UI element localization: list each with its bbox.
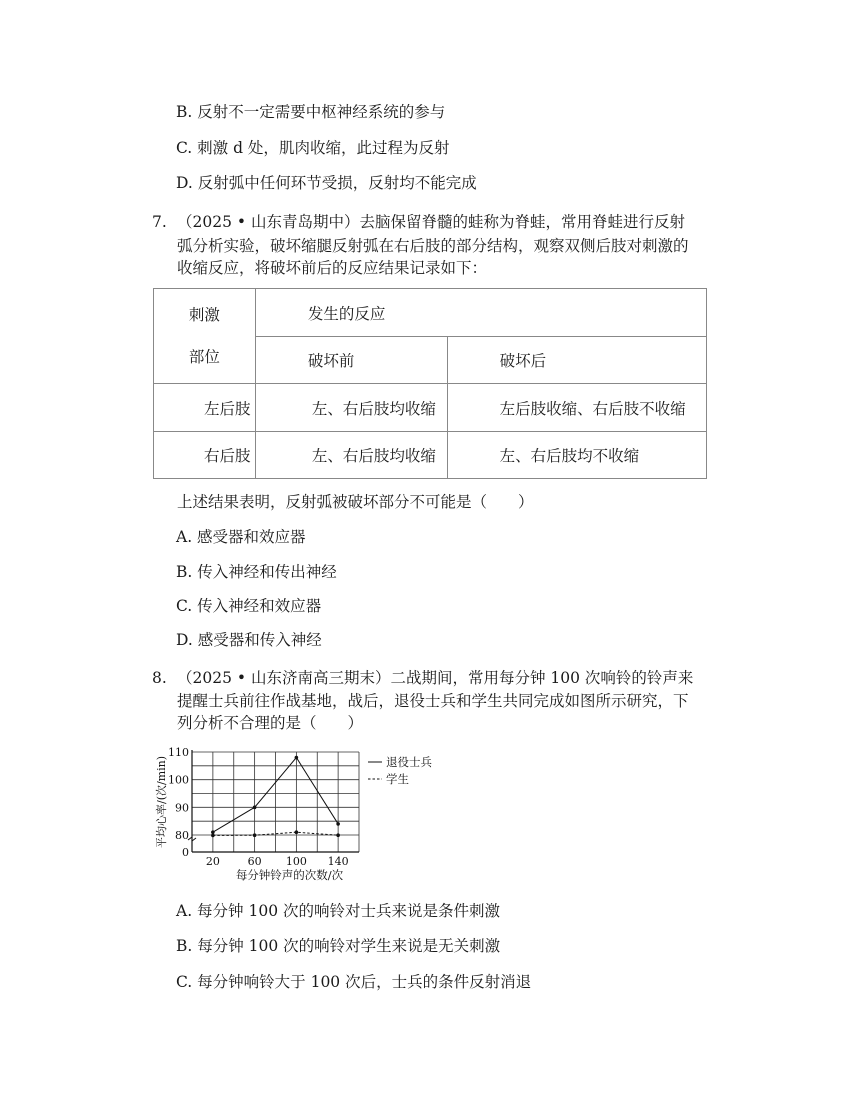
q7-number: 7. xyxy=(152,213,167,231)
before-header: 破坏前 xyxy=(255,337,447,384)
y-axis-label: 平均心率/(次/min) xyxy=(155,755,168,849)
y-tick-label: 90 xyxy=(175,801,189,815)
data-point xyxy=(253,833,257,837)
x-tick-label: 140 xyxy=(327,855,349,868)
axis-break-mark xyxy=(188,837,196,841)
q7-option-c: C. 传入神经和效应器 xyxy=(176,597,322,615)
after-header: 破坏后 xyxy=(447,337,706,384)
table-row xyxy=(154,432,707,479)
q7-stem-line-3: 收缩反应，将破坏前后的反应结果记录如下： xyxy=(177,259,488,277)
data-point xyxy=(336,822,340,826)
heart-rate-chart xyxy=(155,742,435,882)
stimulus-site-header xyxy=(154,289,256,384)
y-tick-label: 0 xyxy=(182,846,189,859)
table-row xyxy=(154,384,707,432)
stimulus-header-line-2: 部位 xyxy=(188,348,220,366)
x-tick-label: 60 xyxy=(247,855,262,868)
y-tick-label: 110 xyxy=(168,746,189,759)
stimulus-header-line-1: 刺激 xyxy=(188,306,220,324)
q8-stem-line-3: 列分析不合理的是（ ） xyxy=(177,714,364,732)
q7-stem-line-2: 弧分析实验，破坏缩腿反射弧在右后肢的部分结构，观察双侧后肢对刺激的 xyxy=(177,237,689,255)
data-point xyxy=(253,806,257,810)
data-point xyxy=(211,834,215,838)
reaction-table xyxy=(153,288,707,479)
q8-option-b: B. 每分钟 100 次的响铃对学生来说是无关刺激 xyxy=(176,937,501,955)
y-tick-label: 100 xyxy=(168,773,189,787)
data-point xyxy=(295,756,299,760)
q8-stem-line-1: （2025 • 山东济南高三期末）二战期间，常用每分钟 100 次响铃的铃声来 xyxy=(177,669,694,687)
row-site: 右后肢 xyxy=(154,432,256,479)
data-point xyxy=(336,833,340,837)
q7-option-d: D. 感受器和传入神经 xyxy=(176,631,322,649)
row-site: 左后肢 xyxy=(154,384,256,432)
q8-number: 8. xyxy=(152,669,167,687)
q8-option-c: C. 每分钟响铃大于 100 次后，士兵的条件反射消退 xyxy=(176,973,532,991)
q7-option-a: A. 感受器和效应器 xyxy=(176,528,306,546)
legend-label: 学生 xyxy=(386,772,409,786)
q7-option-b: B. 传入神经和传出神经 xyxy=(176,563,337,581)
q6-option-b: B. 反射不一定需要中枢神经系统的参与 xyxy=(176,103,446,121)
q7-stem-line-1: （2025 • 山东青岛期中）去脑保留脊髓的蛙称为脊蛙，常用脊蛙进行反射 xyxy=(177,213,685,231)
row-before: 左、右后肢均收缩 xyxy=(255,432,447,479)
x-axis-label: 每分钟铃声的次数/次 xyxy=(235,868,344,882)
x-tick-label: 20 xyxy=(205,855,220,868)
y-tick-label: 80 xyxy=(175,829,189,842)
reaction-header: 发生的反应 xyxy=(255,289,706,337)
q6-option-c: C. 刺激 d 处，肌肉收缩，此过程为反射 xyxy=(176,139,450,157)
x-tick-label: 100 xyxy=(285,855,307,868)
legend-label: 退役士兵 xyxy=(386,755,432,769)
q7-question: 上述结果表明，反射弧被破坏部分不可能是（ ） xyxy=(177,493,534,511)
q8-option-a: A. 每分钟 100 次的响铃对士兵来说是条件刺激 xyxy=(176,902,500,920)
row-after: 左后肢收缩、右后肢不收缩 xyxy=(447,384,706,432)
row-after: 左、右后肢均不收缩 xyxy=(447,432,706,479)
data-point xyxy=(295,830,299,834)
chart-svg xyxy=(155,742,435,882)
q8-stem-line-2: 提醒士兵前往作战基地，战后，退役士兵和学生共同完成如图所示研究，下 xyxy=(177,692,689,710)
data-point xyxy=(211,830,215,834)
q6-option-d: D. 反射弧中任何环节受损，反射均不能完成 xyxy=(176,174,477,192)
row-before: 左、右后肢均收缩 xyxy=(255,384,447,432)
